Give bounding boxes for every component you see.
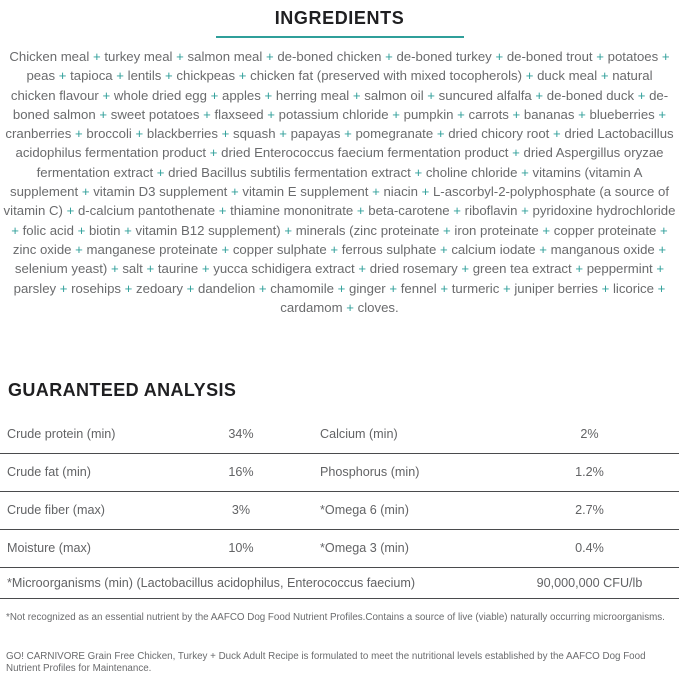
guaranteed-analysis-title: GUARANTEED ANALYSIS (8, 380, 237, 401)
plus-separator: + (417, 184, 433, 200)
footnote-aafco-statement: GO! CARNIVORE Grain Free Chicken, Turkey + Duck Adult Recipe is formulated to meet the nutritional levels established by the AAFCO Dog Food Nutrient Profiles for Maintenance. (6, 650, 646, 675)
plus-separator: + (263, 106, 279, 122)
analysis-label: *Microorganisms (min) (Lactobacillus acidophilus, Enterococcus faecium) (7, 575, 416, 590)
analysis-value: 3% (231, 503, 251, 518)
plus-separator: + (275, 126, 291, 142)
analysis-value: 1.2% (575, 465, 604, 480)
plus-separator: + (381, 49, 397, 64)
plus-separator: + (597, 68, 613, 84)
plus-separator: + (215, 203, 231, 219)
analysis-label: Crude protein (min) (7, 427, 116, 442)
plus-separator: + (517, 203, 533, 219)
analysis-row (0, 530, 679, 568)
plus-separator: + (120, 222, 136, 238)
plus-separator: + (423, 87, 439, 103)
plus-separator: + (260, 87, 276, 103)
plus-separator: + (172, 49, 188, 64)
analysis-label: Moisture (max) (7, 541, 91, 556)
analysis-row (0, 454, 679, 492)
plus-separator: + (656, 222, 668, 238)
analysis-value: 2.7% (575, 503, 604, 518)
analysis-label: Calcium (min) (320, 427, 398, 442)
plus-separator: + (457, 261, 473, 277)
plus-separator: + (354, 261, 370, 277)
plus-separator: + (634, 87, 650, 103)
plus-separator: + (654, 106, 667, 122)
analysis-label: Crude fiber (max) (7, 503, 105, 518)
plus-separator: + (235, 68, 251, 84)
ingredients-section (0, 0, 679, 317)
analysis-row (0, 492, 679, 530)
footnote-microorganisms: *Not recognized as an essential nutrient by the AAFCO Dog Food Nutrient Profiles.Contains a source of live (viable) naturally occurring microorganisms. (6, 612, 665, 624)
plus-separator: + (89, 49, 105, 64)
plus-separator: + (280, 222, 296, 238)
analysis-row (0, 416, 679, 454)
plus-separator: + (499, 280, 515, 296)
plus-separator: + (652, 261, 665, 277)
plus-separator: + (436, 241, 452, 257)
plus-separator: + (538, 222, 554, 238)
plus-separator: + (449, 203, 465, 219)
plus-separator: + (353, 203, 369, 219)
plus-separator: + (517, 164, 533, 180)
analysis-label: Phosphorus (min) (320, 465, 420, 480)
plus-separator: + (508, 145, 524, 161)
analysis-value: 2% (580, 427, 599, 442)
plus-separator: + (592, 49, 608, 64)
plus-separator: + (334, 280, 350, 296)
plus-separator: + (73, 222, 89, 238)
plus-separator: + (95, 106, 111, 122)
plus-separator: + (549, 126, 565, 142)
plus-separator: + (597, 280, 613, 296)
plus-separator: + (112, 68, 128, 84)
ingredients-paragraph: Chicken meal + turkey meal + salmon meal + de-boned chicken + de-boned turkey + de-boned trout + potatoes + peas + tapioca + lentils + chickpeas + chicken fat (preserved with mixed tocopherols) + duck meal + natural chicken flavour + whole dried egg + apples + herring meal + salmon oil + suncured alfalfa + de-boned duck + de-boned salmon + sweet potatoes + flaxseed + potassium chloride + pumpkin + carrots + bananas + blueberries + cranberries + broccoli + blackberries + squash + papayas + pomegranate + dried chicory root + dried Lactobacillus acidophilus fermentation product + dried Enterococcus faecium fermentation product + dried Aspergillus oryzae fermentation extract + dried Bacillus subtilis fermentation extract + choline chloride + vitamins (vitamin A supplement + vitamin D3 supplement + vitamin E supplement + niacin + L-ascorbyl-2-polyphosphate (a source of vitamin C) + d-calcium pantothenate + thiamine mononitrate + beta-carotene + riboflavin + pyridoxine hydrochloride + folic acid + biotin + vitamin B12 supplement) + minerals (zinc proteinate + iron proteinate + copper proteinate + zinc oxide + manganese proteinate + copper sulphate + ferrous sulphate + calcium iodate + manganous oxide + selenium yeast) + salt + taurine + yucca schidigera extract + dried rosemary + green tea extract + peppermint + parsley + rosehips + zedoary + dandelion + chamomile + ginger + fennel + turmeric + juniper berries + licorice + cardamom + cloves. (3, 49, 676, 315)
plus-separator: + (535, 241, 551, 257)
plus-separator: + (255, 280, 271, 296)
plus-separator: + (654, 280, 666, 296)
analysis-value: 34% (228, 427, 254, 442)
plus-separator: + (107, 261, 123, 277)
analysis-value: 90,000,000 CFU/lb (536, 575, 643, 590)
plus-separator: + (385, 280, 401, 296)
plus-separator: + (340, 126, 356, 142)
analysis-label: Crude fat (min) (7, 465, 91, 480)
plus-separator: + (217, 241, 233, 257)
plus-separator: + (217, 126, 233, 142)
plus-separator: + (62, 203, 78, 219)
plus-separator: + (342, 299, 358, 315)
analysis-row-microorganisms (0, 568, 679, 599)
plus-separator: + (161, 68, 177, 84)
plus-separator: + (453, 106, 469, 122)
plus-separator: + (11, 222, 23, 238)
plus-separator: + (491, 49, 507, 64)
analysis-value: 16% (228, 465, 254, 480)
plus-separator: + (654, 241, 667, 257)
plus-separator: + (182, 280, 198, 296)
plus-separator: + (78, 184, 94, 200)
plus-separator: + (388, 106, 404, 122)
plus-separator: + (55, 68, 71, 84)
plus-separator: + (658, 49, 670, 64)
plus-separator: + (153, 164, 169, 180)
ingredients-title-underline (216, 36, 464, 38)
plus-separator: + (56, 280, 72, 296)
plus-separator: + (574, 106, 590, 122)
plus-separator: + (71, 126, 87, 142)
plus-separator: + (571, 261, 587, 277)
plus-separator: + (326, 241, 342, 257)
plus-separator: + (206, 145, 222, 161)
plus-separator: + (436, 280, 452, 296)
plus-separator: + (262, 49, 278, 64)
analysis-label: *Omega 6 (min) (320, 503, 409, 518)
plus-separator: + (121, 280, 137, 296)
plus-separator: + (227, 184, 243, 200)
plus-separator: + (410, 164, 426, 180)
plus-separator: + (439, 222, 455, 238)
analysis-value: 0.4% (575, 541, 604, 556)
plus-separator: + (131, 126, 147, 142)
plus-separator: + (98, 87, 114, 103)
plus-separator: + (198, 261, 214, 277)
plus-separator: + (368, 184, 384, 200)
plus-separator: + (199, 106, 215, 122)
analysis-value: 10% (228, 541, 254, 556)
plus-separator: + (349, 87, 365, 103)
analysis-label: *Omega 3 (min) (320, 541, 409, 556)
plus-separator: + (522, 68, 538, 84)
guaranteed-analysis-section (0, 380, 679, 599)
ingredients-title: INGREDIENTS (274, 8, 405, 28)
plus-separator: + (531, 87, 547, 103)
plus-separator: + (206, 87, 222, 103)
plus-separator: + (508, 106, 524, 122)
plus-separator: + (142, 261, 158, 277)
plus-separator: + (71, 241, 87, 257)
plus-separator: + (433, 126, 449, 142)
guaranteed-analysis-table (0, 416, 679, 599)
